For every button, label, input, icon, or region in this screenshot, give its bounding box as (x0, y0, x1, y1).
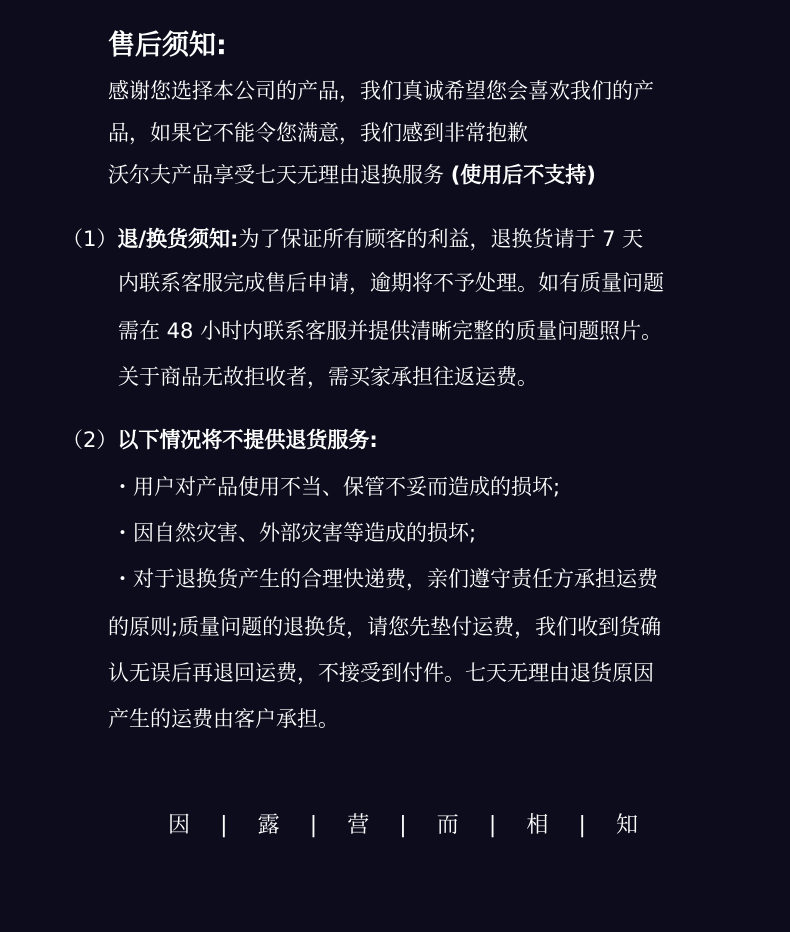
section1-heading: 退/换货须知: (117, 227, 239, 251)
section2-number: （2） (62, 428, 118, 452)
section2-item-2: ・因自然灾害、外部灾害等造成的损坏; (112, 521, 477, 545)
section2-item-3-line-1: ・对于退换货产生的合理快递费，亲们遵守责任方承担运费 (112, 567, 658, 591)
footer-separator: | (578, 813, 586, 838)
section1-line-4: 关于商品无故拒收者，需买家承担往返运费。 (118, 365, 538, 389)
footer-char: 而 (436, 813, 459, 838)
section1-first-line (62, 224, 643, 254)
policy-text: 沃尔夫产品享受七天无理由退换服务 (108, 163, 451, 187)
footer-char: 因 (168, 813, 191, 838)
footer-separator: | (220, 813, 228, 838)
policy-note: (使用后不支持) (450, 163, 596, 187)
intro-line-1: 感谢您选择本公司的产品，我们真诚希望您会喜欢我们的产 (108, 79, 654, 103)
section1-line-1: 为了保证所有顾客的利益，退换货请于 7 天 (238, 227, 644, 251)
section2-heading: 以下情况将不提供退货服务: (117, 428, 378, 452)
footer-separator: | (488, 813, 497, 838)
section2-item-3-line-3: 认无误后再退回运费，不接受到付件。七天无理由退货原因 (108, 661, 654, 685)
section1-line-3: 需在 48 小时内联系客服并提供清晰完整的质量问题照片。 (118, 319, 663, 343)
section2-heading-line (62, 425, 378, 455)
footer-char: 相 (526, 813, 549, 838)
footer-separator: | (309, 813, 318, 838)
intro-line-2: 品，如果它不能令您满意，我们感到非常抱歉 (108, 121, 528, 145)
footer-char: 营 (347, 813, 370, 838)
footer-separator: | (399, 813, 407, 838)
footer-char: 露 (257, 813, 280, 838)
section2-item-3-line-2: 的原则;质量问题的退换货，请您先垫付运费，我们收到货确 (108, 615, 662, 639)
footer-slogan (168, 810, 638, 842)
footer-char: 知 (615, 813, 638, 838)
notice-title: 售后须知: (108, 30, 227, 61)
section2-item-3-line-4: 产生的运费由客户承担。 (108, 707, 339, 731)
section1-line-2: 内联系客服完成售后申请，逾期将不予处理。如有质量问题 (118, 271, 664, 295)
section1-number: （1） (62, 227, 118, 251)
section2-item-1: ・用户对产品使用不当、保管不妥而造成的损坏; (112, 475, 561, 499)
policy-line (108, 160, 596, 190)
